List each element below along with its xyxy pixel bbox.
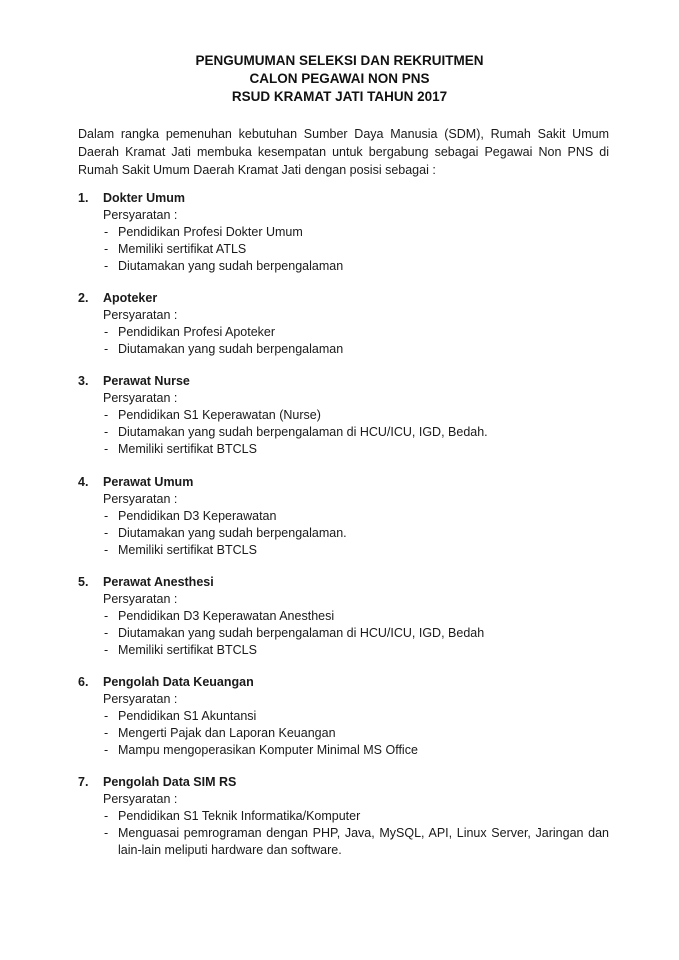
position-title: Apoteker bbox=[103, 291, 158, 305]
requirement-text: Pendidikan S1 Teknik Informatika/Komputer bbox=[118, 809, 361, 823]
requirement-item bbox=[78, 258, 609, 275]
dash-bullet: - bbox=[104, 726, 109, 740]
dash-bullet: - bbox=[104, 325, 109, 339]
requirements-list bbox=[78, 708, 609, 759]
position-title: Pengolah Data SIM RS bbox=[103, 775, 237, 789]
position-section bbox=[78, 474, 609, 559]
requirement-item bbox=[78, 742, 609, 759]
position-section bbox=[78, 290, 609, 358]
position-number: 6. bbox=[78, 675, 89, 689]
requirements-list bbox=[78, 608, 609, 659]
dash-bullet: - bbox=[104, 743, 109, 757]
dash-bullet: - bbox=[104, 442, 109, 456]
position-title: Perawat Anesthesi bbox=[103, 575, 214, 589]
position-section bbox=[78, 774, 609, 859]
requirement-text: Menguasai pemrograman dengan PHP, Java, MySQL, API, Linux Server, Jaringan dan lain-lain meliputi hardware dan software. bbox=[118, 826, 609, 857]
position-number: 3. bbox=[78, 374, 89, 388]
requirement-item bbox=[78, 808, 609, 825]
requirement-item bbox=[78, 407, 609, 424]
position-number: 5. bbox=[78, 575, 89, 589]
dash-bullet: - bbox=[104, 826, 109, 840]
dash-bullet: - bbox=[104, 408, 109, 422]
position-heading bbox=[78, 474, 609, 491]
requirements-label: Persyaratan : bbox=[103, 592, 178, 606]
dash-bullet: - bbox=[104, 609, 109, 623]
position-number: 2. bbox=[78, 291, 89, 305]
requirement-text: Mampu mengoperasikan Komputer Minimal MS Office bbox=[118, 743, 418, 757]
position-section bbox=[78, 574, 609, 659]
position-section bbox=[78, 190, 609, 275]
position-title: Perawat Umum bbox=[103, 475, 194, 489]
requirement-text: Mengerti Pajak dan Laporan Keuangan bbox=[118, 726, 336, 740]
dash-bullet: - bbox=[104, 342, 109, 356]
requirements-label: Persyaratan : bbox=[103, 391, 178, 405]
requirements-list bbox=[78, 407, 609, 458]
requirement-item bbox=[78, 708, 609, 725]
requirement-text: Memiliki sertifikat BTCLS bbox=[118, 442, 257, 456]
position-title: Pengolah Data Keuangan bbox=[103, 675, 254, 689]
requirement-text: Memiliki sertifikat ATLS bbox=[118, 242, 247, 256]
dash-bullet: - bbox=[104, 709, 109, 723]
requirement-item bbox=[78, 424, 609, 441]
requirement-text: Pendidikan Profesi Apoteker bbox=[118, 325, 276, 339]
title-line-2: CALON PEGAWAI NON PNS bbox=[249, 71, 430, 86]
dash-bullet: - bbox=[104, 509, 109, 523]
position-section bbox=[78, 373, 609, 458]
requirement-text: Memiliki sertifikat BTCLS bbox=[118, 643, 257, 657]
requirement-text: Pendidikan Profesi Dokter Umum bbox=[118, 225, 303, 239]
requirements-label: Persyaratan : bbox=[103, 492, 178, 506]
requirements-list bbox=[78, 324, 609, 358]
requirement-text: Diutamakan yang sudah berpengalaman di HCU/ICU, IGD, Bedah bbox=[118, 626, 485, 640]
requirement-item bbox=[78, 642, 609, 659]
requirement-item bbox=[78, 508, 609, 525]
dash-bullet: - bbox=[104, 643, 109, 657]
position-title: Perawat Nurse bbox=[103, 374, 190, 388]
position-heading bbox=[78, 373, 609, 390]
position-heading bbox=[78, 574, 609, 591]
position-section bbox=[78, 674, 609, 759]
requirement-item bbox=[78, 825, 609, 859]
requirement-item bbox=[78, 525, 609, 542]
position-title: Dokter Umum bbox=[103, 191, 185, 205]
requirement-item bbox=[78, 625, 609, 642]
position-number: 1. bbox=[78, 191, 89, 205]
requirement-item bbox=[78, 608, 609, 625]
requirement-text: Diutamakan yang sudah berpengalaman. bbox=[118, 526, 347, 540]
requirement-item bbox=[78, 725, 609, 742]
requirements-list bbox=[78, 224, 609, 275]
position-heading bbox=[78, 674, 609, 691]
requirement-item bbox=[78, 341, 609, 358]
requirement-item bbox=[78, 441, 609, 458]
announcement-title bbox=[0, 52, 679, 106]
requirement-text: Diutamakan yang sudah berpengalaman di HCU/ICU, IGD, Bedah. bbox=[118, 425, 488, 439]
dash-bullet: - bbox=[104, 809, 109, 823]
position-heading bbox=[78, 190, 609, 207]
requirements-list bbox=[78, 508, 609, 559]
position-number: 7. bbox=[78, 775, 89, 789]
requirement-text: Diutamakan yang sudah berpengalaman bbox=[118, 342, 344, 356]
requirements-list bbox=[78, 808, 609, 859]
position-number: 4. bbox=[78, 475, 89, 489]
dash-bullet: - bbox=[104, 242, 109, 256]
title-line-1: PENGUMUMAN SELEKSI DAN REKRUITMEN bbox=[195, 53, 484, 68]
requirements-label: Persyaratan : bbox=[103, 692, 178, 706]
title-line-3: RSUD KRAMAT JATI TAHUN 2017 bbox=[231, 89, 448, 104]
requirement-item bbox=[78, 324, 609, 341]
dash-bullet: - bbox=[104, 225, 109, 239]
requirement-item bbox=[78, 542, 609, 559]
requirement-text: Pendidikan S1 Akuntansi bbox=[118, 709, 257, 723]
requirement-text: Memiliki sertifikat BTCLS bbox=[118, 543, 257, 557]
dash-bullet: - bbox=[104, 425, 109, 439]
requirement-item bbox=[78, 241, 609, 258]
requirements-label: Persyaratan : bbox=[103, 792, 178, 806]
requirement-text: Pendidikan D3 Keperawatan Anesthesi bbox=[118, 609, 335, 623]
dash-bullet: - bbox=[104, 626, 109, 640]
dash-bullet: - bbox=[104, 526, 109, 540]
dash-bullet: - bbox=[104, 543, 109, 557]
requirement-text: Pendidikan D3 Keperawatan bbox=[118, 509, 277, 523]
requirement-text: Pendidikan S1 Keperawatan (Nurse) bbox=[118, 408, 321, 422]
position-heading bbox=[78, 774, 609, 791]
intro-paragraph: Dalam rangka pemenuhan kebutuhan Sumber Daya Manusia (SDM), Rumah Sakit Umum Daerah Kramat Jati membuka kesempatan untuk bergabung sebagai Pegawai Non PNS di Rumah Sakit Umum Daerah Kramat Jati dengan posisi sebagai : bbox=[78, 127, 609, 177]
requirement-text: Diutamakan yang sudah berpengalaman bbox=[118, 259, 344, 273]
requirement-item bbox=[78, 224, 609, 241]
requirements-label: Persyaratan : bbox=[103, 308, 178, 322]
position-heading bbox=[78, 290, 609, 307]
requirements-label: Persyaratan : bbox=[103, 208, 178, 222]
dash-bullet: - bbox=[104, 259, 109, 273]
